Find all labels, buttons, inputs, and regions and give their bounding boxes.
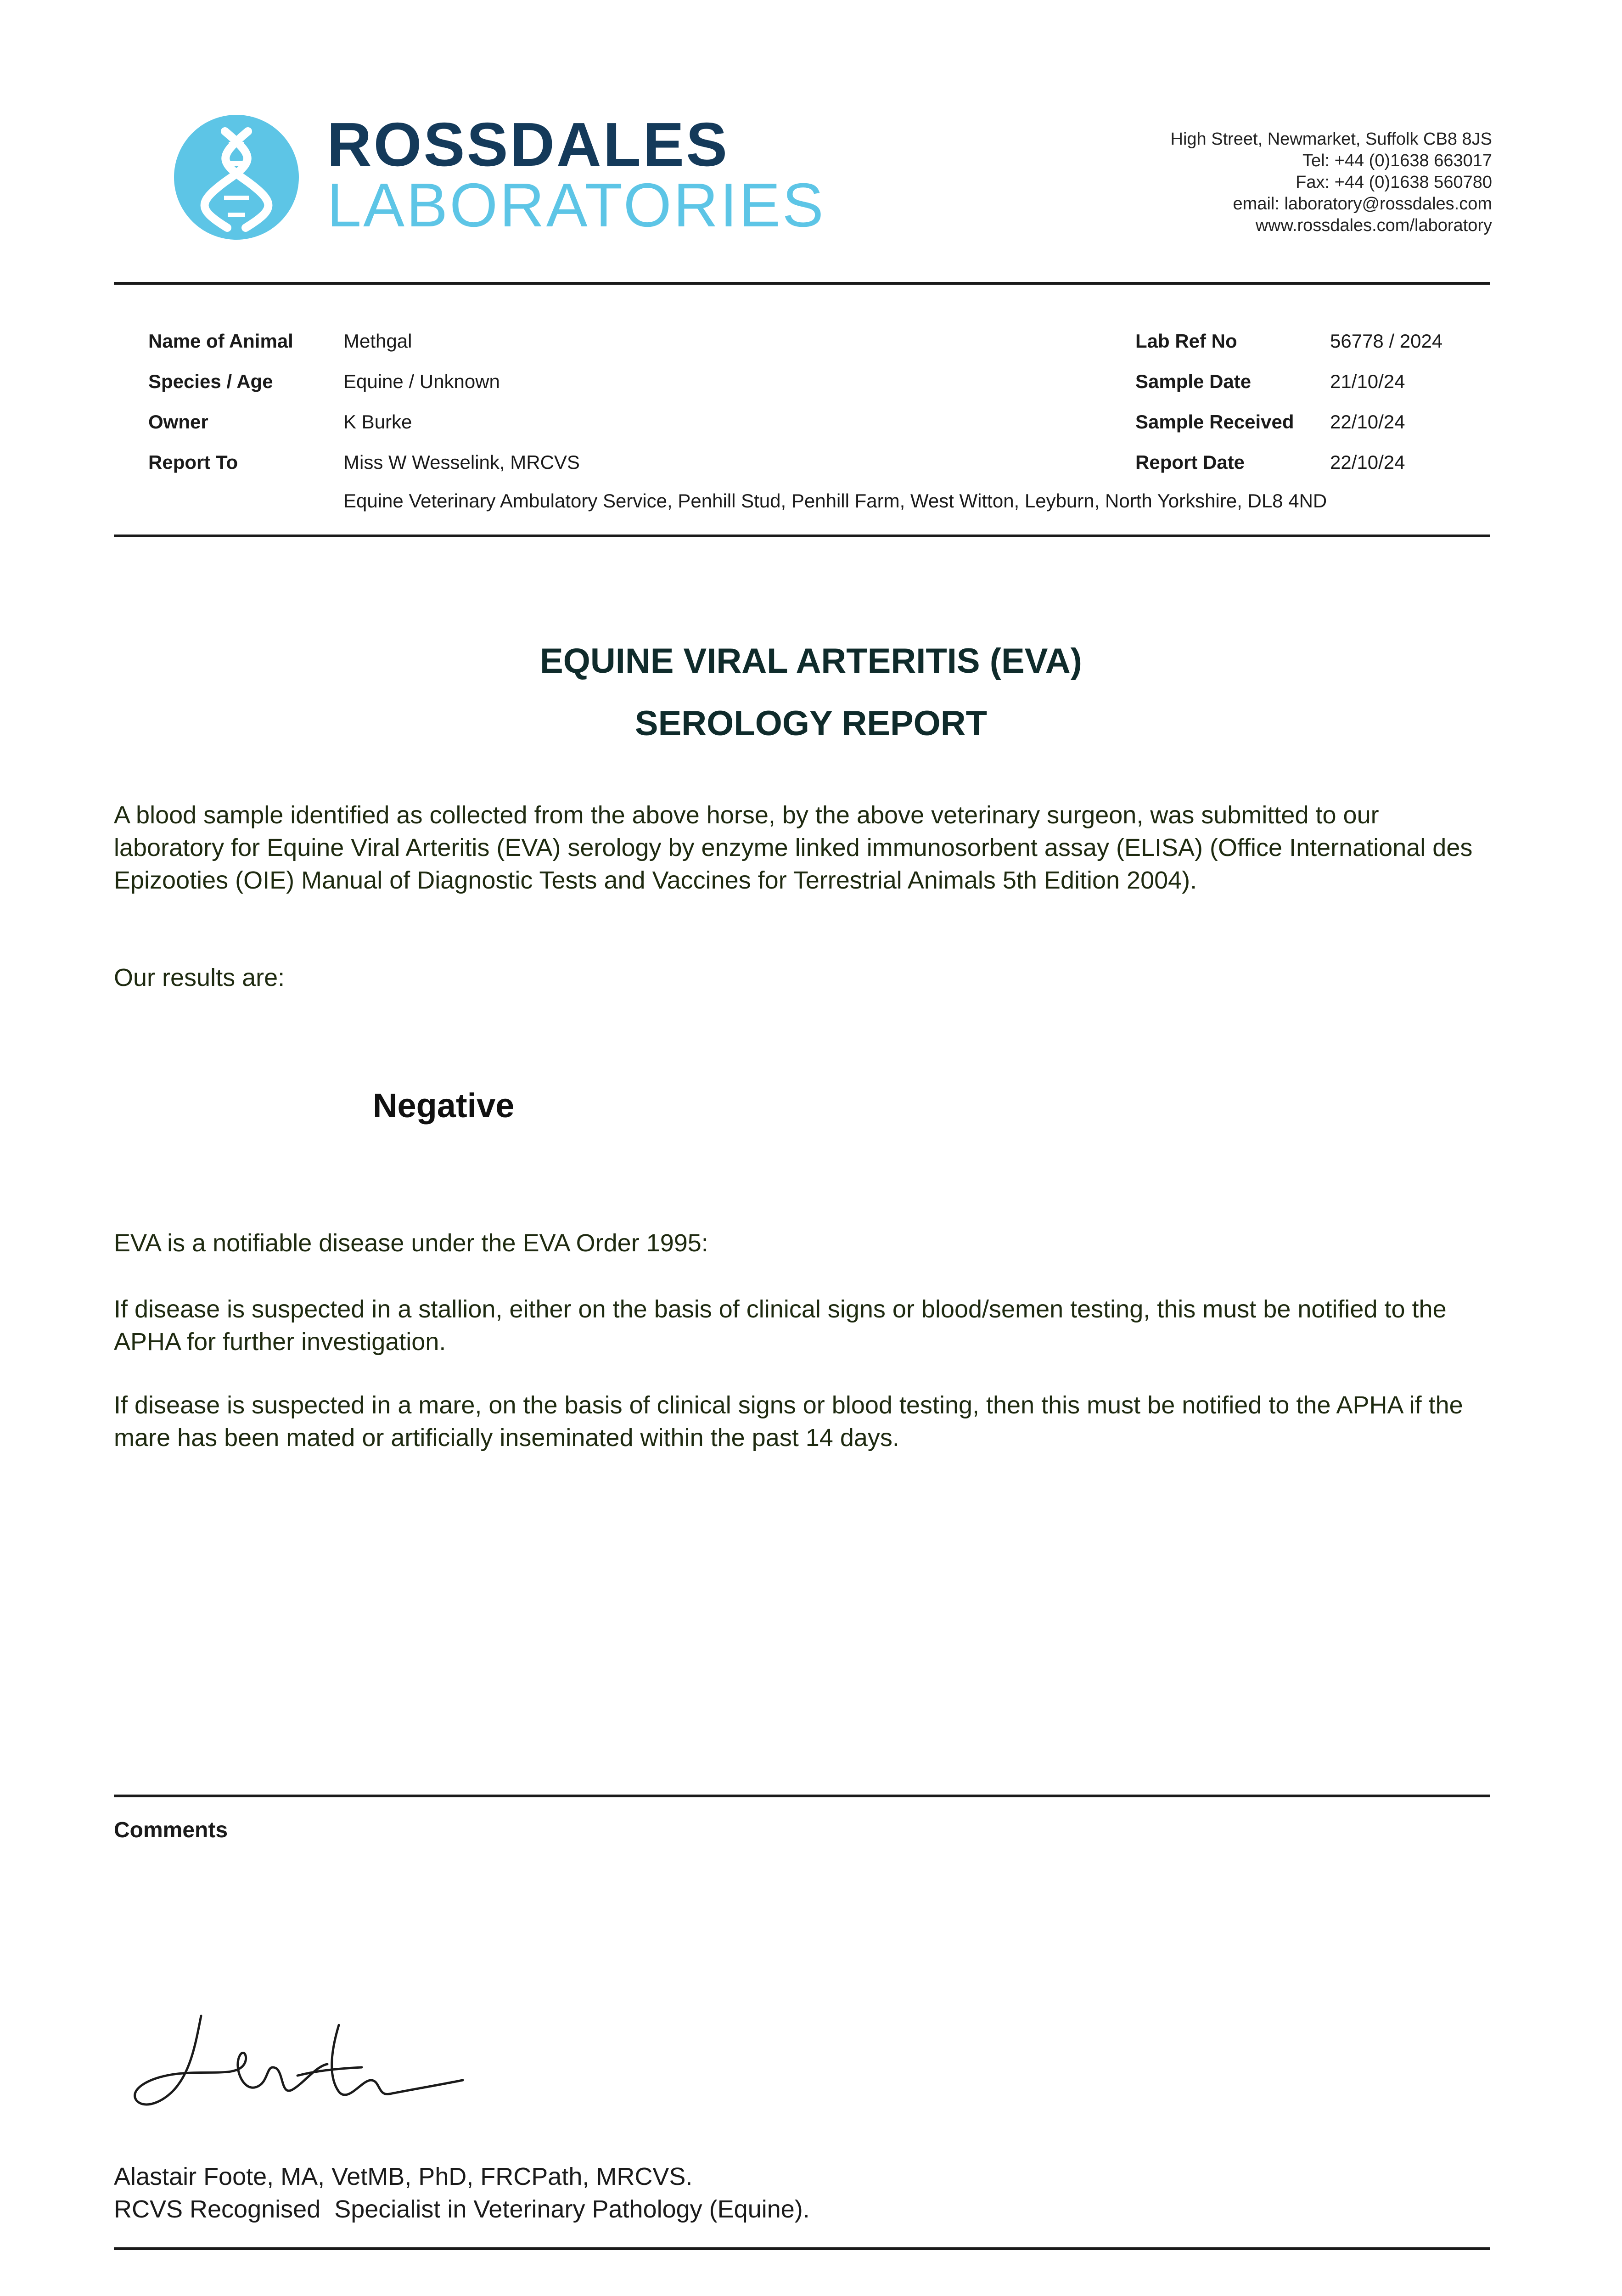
report-to-address: Equine Veterinary Ambulatory Service, Penhill Stud, Penhill Farm, West Witton, Leyburn, North Yorkshire, DL8 4ND [343,490,1327,512]
signature-image [123,2011,472,2122]
result-value: Negative [373,1086,515,1125]
owner-label: Owner [148,411,208,433]
species-age-value: Equine / Unknown [343,371,500,392]
dna-helix-icon [170,113,303,242]
sample-received-label: Sample Received [1135,411,1294,433]
comments-divider [114,1795,1490,1797]
report-to-value: Miss W Wesselink, MRCVS [343,451,580,473]
email-line[interactable]: email: laboratory@rossdales.com [1233,194,1492,214]
results-intro: Our results are: [114,964,285,991]
signatory-title: RCVS Recognised Specialist in Veterinary Pathology (Equine). [114,2195,810,2223]
logo-wordmark-rossdales: ROSSDALES [327,110,730,179]
mare-note: If disease is suspected in a mare, on the basis of clinical signs or blood testing, then this must be notified to the APHA if the mare has been mated or artificially inseminated within the past 14 days. [114,1391,1463,1452]
fax-line: Fax: +44 (0)1638 560780 [1296,173,1492,192]
signatory-name: Alastair Foote, MA, VetMB, PhD, FRCPath, MRCVS. [114,2163,693,2190]
report-title [0,630,1622,755]
stallion-note: If disease is suspected in a stallion, either on the basis of clinical signs or blood/semen testing, this must be notified to the APHA for further investigation. [114,1295,1447,1356]
info-divider [114,535,1490,537]
lab-ref-label: Lab Ref No [1135,330,1237,352]
comments-heading: Comments [114,1818,228,1842]
species-age-label: Species / Age [148,371,273,392]
name-of-animal-value: Methgal [343,330,412,352]
report-title-line2: SEROLOGY REPORT [634,704,988,743]
header-divider [114,282,1490,285]
owner-value: K Burke [343,411,412,433]
sample-received-value: 22/10/24 [1330,411,1405,433]
telephone-line: Tel: +44 (0)1638 663017 [1302,151,1492,170]
sample-date-label: Sample Date [1135,371,1252,392]
report-date-label: Report Date [1135,451,1245,473]
logo-wordmark-laboratories: LABORATORIES [327,170,825,240]
lab-ref-value: 56778 / 2024 [1330,330,1443,352]
notifiable-statement: EVA is a notifiable disease under the EVA Order 1995: [114,1229,708,1257]
contact-block [1171,129,1492,236]
sample-date-value: 21/10/24 [1330,371,1405,392]
report-date-value: 22/10/24 [1330,451,1405,473]
website-line[interactable]: www.rossdales.com/laboratory [1255,216,1492,235]
footer-divider [114,2247,1490,2250]
name-of-animal-label: Name of Animal [148,330,293,352]
address-line: High Street, Newmarket, Suffolk CB8 8JS [1170,129,1492,149]
report-to-label: Report To [148,451,238,473]
report-title-line1: EQUINE VIRAL ARTERITIS (EVA) [540,642,1082,681]
intro-paragraph: A blood sample identified as collected from the above horse, by the above veterinary surgeon, was submitted to our laboratory for Equine Viral Arteritis (EVA) serology by enzyme linked immunosorbent assay (ELISA) (Office International des Epizooties (OIE) Manual of Diagnostic Tests and Vaccines for Terrestrial Animals 5th Edition 2004). [114,801,1473,894]
